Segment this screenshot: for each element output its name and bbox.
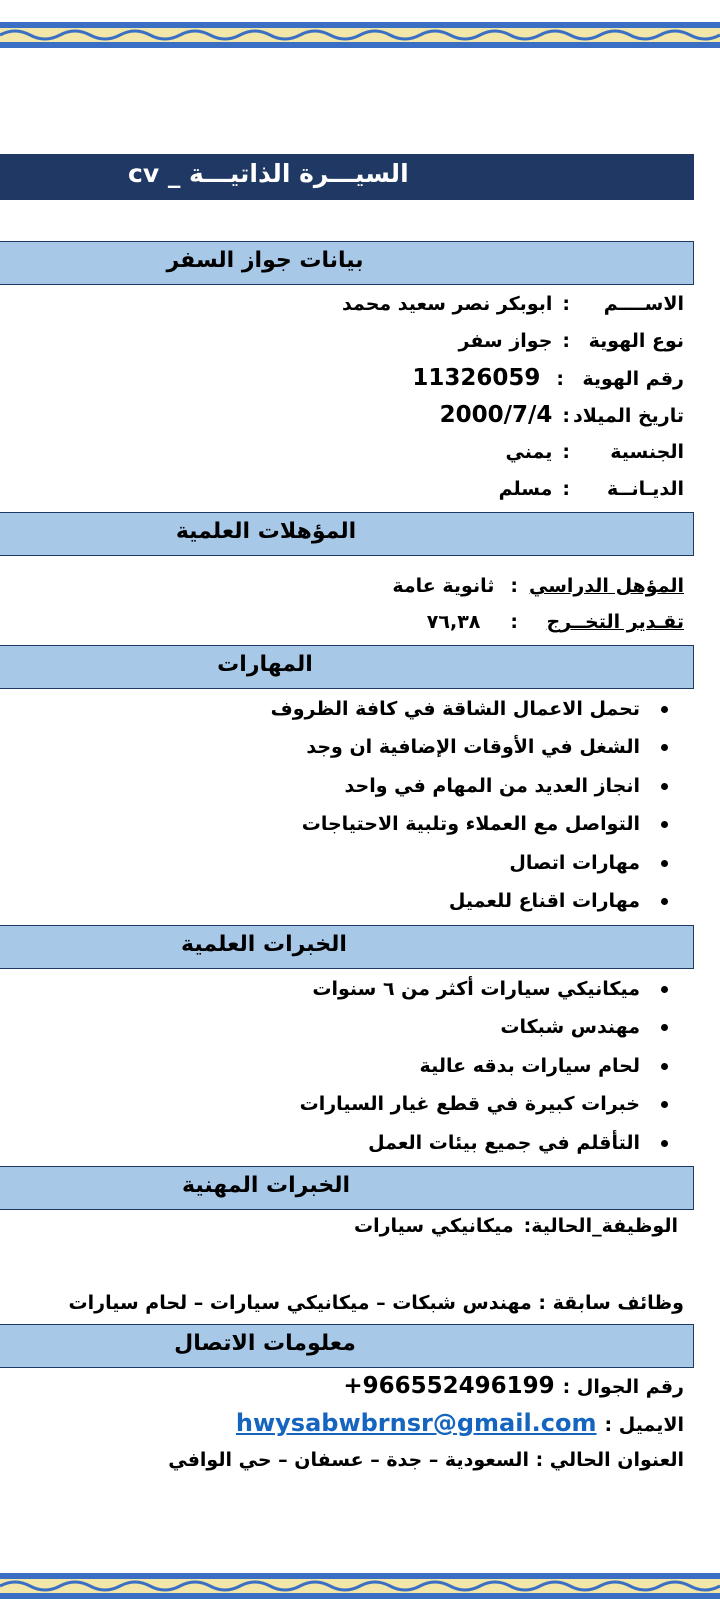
qualification-grade-row: تقـدير التخــرج:٧٦,٣٨ [426,611,684,633]
list-item: تحمل الاعمال الشاقة في كافة الظروف [271,690,670,728]
list-item: الشغل في الأوقات الإضافية ان وجد [271,728,670,766]
scientific-experience-list [300,970,670,1162]
top-decorative-border [0,22,720,48]
list-item: مهارات اتصال [271,844,670,882]
previous-jobs-row: وظائف سابقة : مهندس شبكات – ميكانيكي سيارات – لحام سيارات [68,1292,684,1314]
section-professional-experience-header [0,1166,694,1210]
section-qualifications-header [0,512,694,556]
list-item: التأقلم في جميع بيئات العمل [300,1124,670,1162]
section-contact-header [0,1324,694,1368]
phone-number: +966552496199 [343,1373,555,1399]
section-contact-title: معلومات الاتصال [174,1331,356,1356]
qualification-degree-row: المؤهل الدراسي:ثانوية عامة [392,575,684,597]
passport-name-row: الاســــم:ابوبكر نصر سعيد محمد [341,293,684,315]
email-row: الايميل :hwysabwbrnsr@gmail.com [235,1409,684,1437]
list-item: لحام سيارات بدقه عالية [300,1047,670,1085]
section-qualifications-title: المؤهلات العلمية [175,519,357,544]
skills-list [271,690,670,920]
email-link[interactable]: hwysabwbrnsr@gmail.com [235,1409,597,1437]
address-row: العنوان الحالي : السعودية – جدة – عسفان – حي الوافي [168,1449,684,1471]
section-skills-title: المهارات [217,652,313,677]
passport-religion-row: الديـانــة:مسلم [498,478,684,500]
current-job-row: الوظيفة_الحالية:ميكانيكي سيارات [353,1215,678,1237]
list-item: انجاز العديد من المهام في واحد [271,767,670,805]
section-passport-header [0,241,694,285]
section-passport-title: بيانات جواز السفر [166,248,364,273]
cv-title-bar [0,154,694,200]
passport-birthdate-row: تاريخ الميلاد:2000/7/4 [439,402,684,428]
section-skills-header [0,645,694,689]
list-item: ميكانيكي سيارات أكثر من ٦ سنوات [300,970,670,1008]
phone-row: رقم الجوال :+966552496199 [343,1373,684,1399]
list-item: مهندس شبكات [300,1008,670,1046]
section-scientific-experience-title: الخبرات العلمية [181,932,347,957]
section-professional-experience-title: الخبرات المهنية [181,1173,351,1198]
passport-nationality-row: الجنسية:يمني [505,441,684,463]
section-scientific-experience-header [0,925,694,969]
passport-id-number-row: رقم الهوية:11326059 [412,365,684,391]
cv-title: السيـــرة الذاتيـــة _ cv [128,159,409,188]
bottom-decorative-border [0,1573,720,1599]
list-item: التواصل مع العملاء وتلبية الاحتياجات [271,805,670,843]
list-item: مهارات اقناع للعميل [271,882,670,920]
passport-id-type-row: نوع الهوية:جواز سفر [458,330,684,352]
list-item: خبرات كبيرة في قطع غيار السيارات [300,1085,670,1123]
